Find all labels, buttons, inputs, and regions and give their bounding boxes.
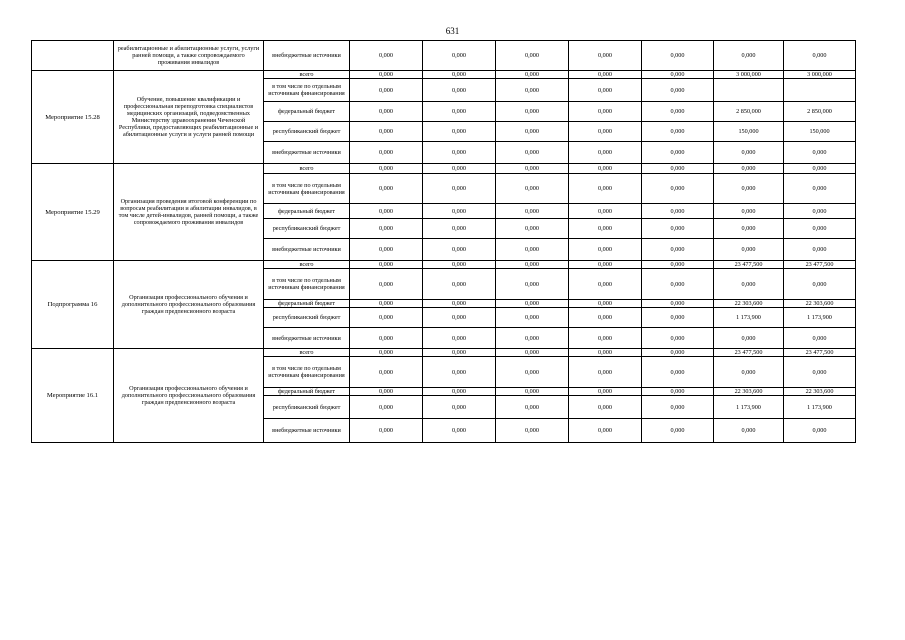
table-row — [32, 41, 856, 71]
funding-source: федеральный бюджет — [264, 204, 350, 219]
table-row — [32, 164, 856, 174]
amount-cell: 0,000 — [496, 219, 569, 239]
amount-cell: 0,000 — [569, 269, 642, 300]
amount-cell: 0,000 — [350, 174, 423, 204]
amount-cell: 0,000 — [642, 79, 714, 102]
amount-cell: 0,000 — [423, 396, 496, 419]
table-row — [32, 349, 856, 357]
amount-cell: 0,000 — [784, 328, 856, 349]
page-number: 631 — [445, 26, 460, 36]
amount-cell: 0,000 — [714, 269, 784, 300]
amount-cell: 0,000 — [714, 41, 784, 71]
amount-cell: 3 000,000 — [784, 71, 856, 79]
program-code: Мероприятие 15.29 — [32, 164, 114, 261]
amount-cell: 0,000 — [642, 164, 714, 174]
amount-cell: 0,000 — [569, 388, 642, 396]
amount-cell: 0,000 — [714, 328, 784, 349]
amount-cell: 0,000 — [642, 419, 714, 443]
amount-cell: 0,000 — [423, 71, 496, 79]
amount-cell: 0,000 — [350, 300, 423, 308]
amount-cell — [714, 79, 784, 102]
amount-cell: 1 173,900 — [784, 308, 856, 328]
funding-source: всего — [264, 349, 350, 357]
amount-cell: 0,000 — [423, 300, 496, 308]
program-code: Подпрограмма 16 — [32, 261, 114, 349]
amount-cell: 1 173,900 — [714, 308, 784, 328]
budget-table — [31, 40, 856, 443]
amount-cell: 0,000 — [784, 164, 856, 174]
funding-source: республиканский бюджет — [264, 219, 350, 239]
funding-source: республиканский бюджет — [264, 122, 350, 142]
amount-cell: 0,000 — [714, 357, 784, 388]
amount-cell: 0,000 — [350, 102, 423, 122]
amount-cell: 0,000 — [496, 102, 569, 122]
amount-cell: 0,000 — [350, 269, 423, 300]
amount-cell: 0,000 — [569, 219, 642, 239]
amount-cell: 0,000 — [642, 122, 714, 142]
amount-cell: 0,000 — [569, 328, 642, 349]
amount-cell: 0,000 — [569, 239, 642, 261]
amount-cell: 0,000 — [496, 79, 569, 102]
amount-cell: 23 477,500 — [784, 349, 856, 357]
amount-cell: 0,000 — [423, 102, 496, 122]
amount-cell: 0,000 — [569, 122, 642, 142]
amount-cell: 2 850,000 — [714, 102, 784, 122]
amount-cell: 0,000 — [714, 164, 784, 174]
program-description: Организация проведения итоговой конференции по вопросам реабилитации и абилитации инвалидов, в том числе детей-инвалидов, ранней помощи, а также сопровождаемого проживания инвалидов — [114, 164, 264, 261]
amount-cell: 150,000 — [714, 122, 784, 142]
amount-cell: 0,000 — [423, 79, 496, 102]
amount-cell: 0,000 — [496, 349, 569, 357]
amount-cell: 0,000 — [642, 102, 714, 122]
amount-cell: 0,000 — [569, 308, 642, 328]
amount-cell: 0,000 — [423, 164, 496, 174]
amount-cell: 0,000 — [423, 419, 496, 443]
amount-cell: 0,000 — [569, 349, 642, 357]
amount-cell: 1 173,900 — [714, 396, 784, 419]
amount-cell — [784, 79, 856, 102]
amount-cell: 0,000 — [784, 239, 856, 261]
amount-cell: 0,000 — [423, 204, 496, 219]
amount-cell: 0,000 — [642, 396, 714, 419]
program-code: Мероприятие 16.1 — [32, 349, 114, 443]
amount-cell: 23 477,500 — [784, 261, 856, 269]
funding-source: республиканский бюджет — [264, 308, 350, 328]
amount-cell: 22 303,600 — [714, 388, 784, 396]
table-row — [32, 261, 856, 269]
amount-cell: 0,000 — [350, 239, 423, 261]
amount-cell: 0,000 — [569, 261, 642, 269]
amount-cell: 0,000 — [784, 142, 856, 164]
amount-cell: 0,000 — [350, 164, 423, 174]
amount-cell: 0,000 — [784, 219, 856, 239]
amount-cell: 0,000 — [569, 300, 642, 308]
amount-cell: 0,000 — [569, 164, 642, 174]
amount-cell: 0,000 — [496, 122, 569, 142]
amount-cell: 0,000 — [569, 71, 642, 79]
program-code: Мероприятие 15.28 — [32, 71, 114, 164]
amount-cell: 0,000 — [784, 419, 856, 443]
amount-cell: 0,000 — [496, 174, 569, 204]
amount-cell: 0,000 — [642, 357, 714, 388]
amount-cell: 0,000 — [423, 174, 496, 204]
amount-cell: 0,000 — [642, 41, 714, 71]
amount-cell: 0,000 — [423, 142, 496, 164]
funding-source: федеральный бюджет — [264, 102, 350, 122]
amount-cell: 1 173,900 — [784, 396, 856, 419]
amount-cell: 0,000 — [642, 142, 714, 164]
funding-source: внебюджетные источники — [264, 419, 350, 443]
amount-cell: 0,000 — [642, 174, 714, 204]
amount-cell: 0,000 — [496, 308, 569, 328]
amount-cell: 0,000 — [423, 388, 496, 396]
amount-cell: 0,000 — [784, 269, 856, 300]
funding-source: всего — [264, 71, 350, 79]
program-code — [32, 41, 114, 71]
funding-source: в том числе по отдельным источникам финансирования — [264, 79, 350, 102]
amount-cell: 23 477,500 — [714, 349, 784, 357]
amount-cell: 0,000 — [423, 269, 496, 300]
amount-cell: 0,000 — [714, 204, 784, 219]
budget-table-body — [32, 41, 856, 443]
amount-cell: 0,000 — [496, 204, 569, 219]
amount-cell: 23 477,500 — [714, 261, 784, 269]
amount-cell: 0,000 — [423, 239, 496, 261]
amount-cell: 0,000 — [642, 388, 714, 396]
funding-source: федеральный бюджет — [264, 388, 350, 396]
amount-cell: 0,000 — [642, 349, 714, 357]
amount-cell: 0,000 — [350, 204, 423, 219]
amount-cell: 3 000,000 — [714, 71, 784, 79]
amount-cell: 0,000 — [350, 308, 423, 328]
amount-cell: 0,000 — [714, 142, 784, 164]
amount-cell: 0,000 — [496, 269, 569, 300]
funding-source: в том числе по отдельным источникам финансирования — [264, 357, 350, 388]
amount-cell: 0,000 — [496, 328, 569, 349]
amount-cell: 0,000 — [350, 41, 423, 71]
funding-source: внебюджетные источники — [264, 41, 350, 71]
amount-cell: 0,000 — [350, 396, 423, 419]
funding-source: в том числе по отдельным источникам финансирования — [264, 174, 350, 204]
amount-cell: 0,000 — [496, 388, 569, 396]
amount-cell: 0,000 — [569, 396, 642, 419]
amount-cell: 0,000 — [784, 357, 856, 388]
funding-source: в том числе по отдельным источникам финансирования — [264, 269, 350, 300]
amount-cell: 0,000 — [350, 261, 423, 269]
amount-cell: 0,000 — [642, 328, 714, 349]
amount-cell: 0,000 — [496, 142, 569, 164]
amount-cell: 0,000 — [642, 300, 714, 308]
funding-source: внебюджетные источники — [264, 328, 350, 349]
amount-cell: 0,000 — [642, 269, 714, 300]
amount-cell: 0,000 — [350, 357, 423, 388]
funding-source: всего — [264, 164, 350, 174]
amount-cell: 0,000 — [496, 41, 569, 71]
funding-source: республиканский бюджет — [264, 396, 350, 419]
amount-cell: 0,000 — [714, 419, 784, 443]
amount-cell: 0,000 — [423, 122, 496, 142]
amount-cell: 0,000 — [423, 219, 496, 239]
amount-cell: 0,000 — [642, 239, 714, 261]
amount-cell: 150,000 — [784, 122, 856, 142]
amount-cell: 0,000 — [642, 261, 714, 269]
amount-cell: 0,000 — [496, 357, 569, 388]
amount-cell: 0,000 — [350, 388, 423, 396]
amount-cell: 0,000 — [423, 357, 496, 388]
amount-cell: 0,000 — [350, 71, 423, 79]
amount-cell: 0,000 — [350, 142, 423, 164]
amount-cell: 0,000 — [423, 261, 496, 269]
amount-cell: 0,000 — [496, 261, 569, 269]
amount-cell: 0,000 — [569, 102, 642, 122]
amount-cell: 0,000 — [423, 328, 496, 349]
program-description: Организация профессионального обучения и дополнительного профессионального образования граждан предпенсионного возраста — [114, 261, 264, 349]
amount-cell: 0,000 — [496, 396, 569, 419]
amount-cell: 0,000 — [496, 300, 569, 308]
amount-cell: 0,000 — [350, 419, 423, 443]
amount-cell: 0,000 — [714, 174, 784, 204]
amount-cell: 0,000 — [496, 71, 569, 79]
amount-cell: 0,000 — [714, 219, 784, 239]
amount-cell: 0,000 — [642, 204, 714, 219]
amount-cell: 0,000 — [569, 419, 642, 443]
amount-cell: 0,000 — [784, 41, 856, 71]
amount-cell: 0,000 — [423, 308, 496, 328]
amount-cell: 0,000 — [423, 349, 496, 357]
program-description: Организация профессионального обучения и дополнительного профессионального образования граждан предпенсионного возраста — [114, 349, 264, 443]
table-row — [32, 71, 856, 79]
amount-cell: 0,000 — [350, 328, 423, 349]
funding-source: всего — [264, 261, 350, 269]
amount-cell: 0,000 — [784, 204, 856, 219]
amount-cell: 0,000 — [423, 41, 496, 71]
amount-cell: 22 303,600 — [784, 388, 856, 396]
amount-cell: 0,000 — [569, 174, 642, 204]
amount-cell: 0,000 — [714, 239, 784, 261]
program-description: Обучение, повышение квалификации и профессиональная переподготовка специалистов медицинских организаций, подведомственных Министерству здравоохранения Чеченской Республики, предоставляющих реабилитационные и абилитационные услуги и услуги ранней помощи — [114, 71, 264, 164]
amount-cell: 22 303,600 — [784, 300, 856, 308]
funding-source: внебюджетные источники — [264, 142, 350, 164]
amount-cell: 0,000 — [569, 79, 642, 102]
program-description: реабилитационные и абилитационные услуги, услуги ранней помощи, а также сопровождаемого проживания инвалидов — [114, 41, 264, 71]
amount-cell: 0,000 — [496, 164, 569, 174]
amount-cell: 0,000 — [350, 349, 423, 357]
amount-cell: 0,000 — [569, 41, 642, 71]
amount-cell: 0,000 — [569, 357, 642, 388]
amount-cell: 2 850,000 — [784, 102, 856, 122]
amount-cell: 22 303,600 — [714, 300, 784, 308]
amount-cell: 0,000 — [569, 204, 642, 219]
amount-cell: 0,000 — [569, 142, 642, 164]
funding-source: внебюджетные источники — [264, 239, 350, 261]
amount-cell: 0,000 — [350, 79, 423, 102]
amount-cell: 0,000 — [496, 419, 569, 443]
amount-cell: 0,000 — [350, 219, 423, 239]
amount-cell: 0,000 — [784, 174, 856, 204]
amount-cell: 0,000 — [642, 71, 714, 79]
amount-cell: 0,000 — [642, 219, 714, 239]
amount-cell: 0,000 — [350, 122, 423, 142]
amount-cell: 0,000 — [496, 239, 569, 261]
amount-cell: 0,000 — [642, 308, 714, 328]
funding-source: федеральный бюджет — [264, 300, 350, 308]
